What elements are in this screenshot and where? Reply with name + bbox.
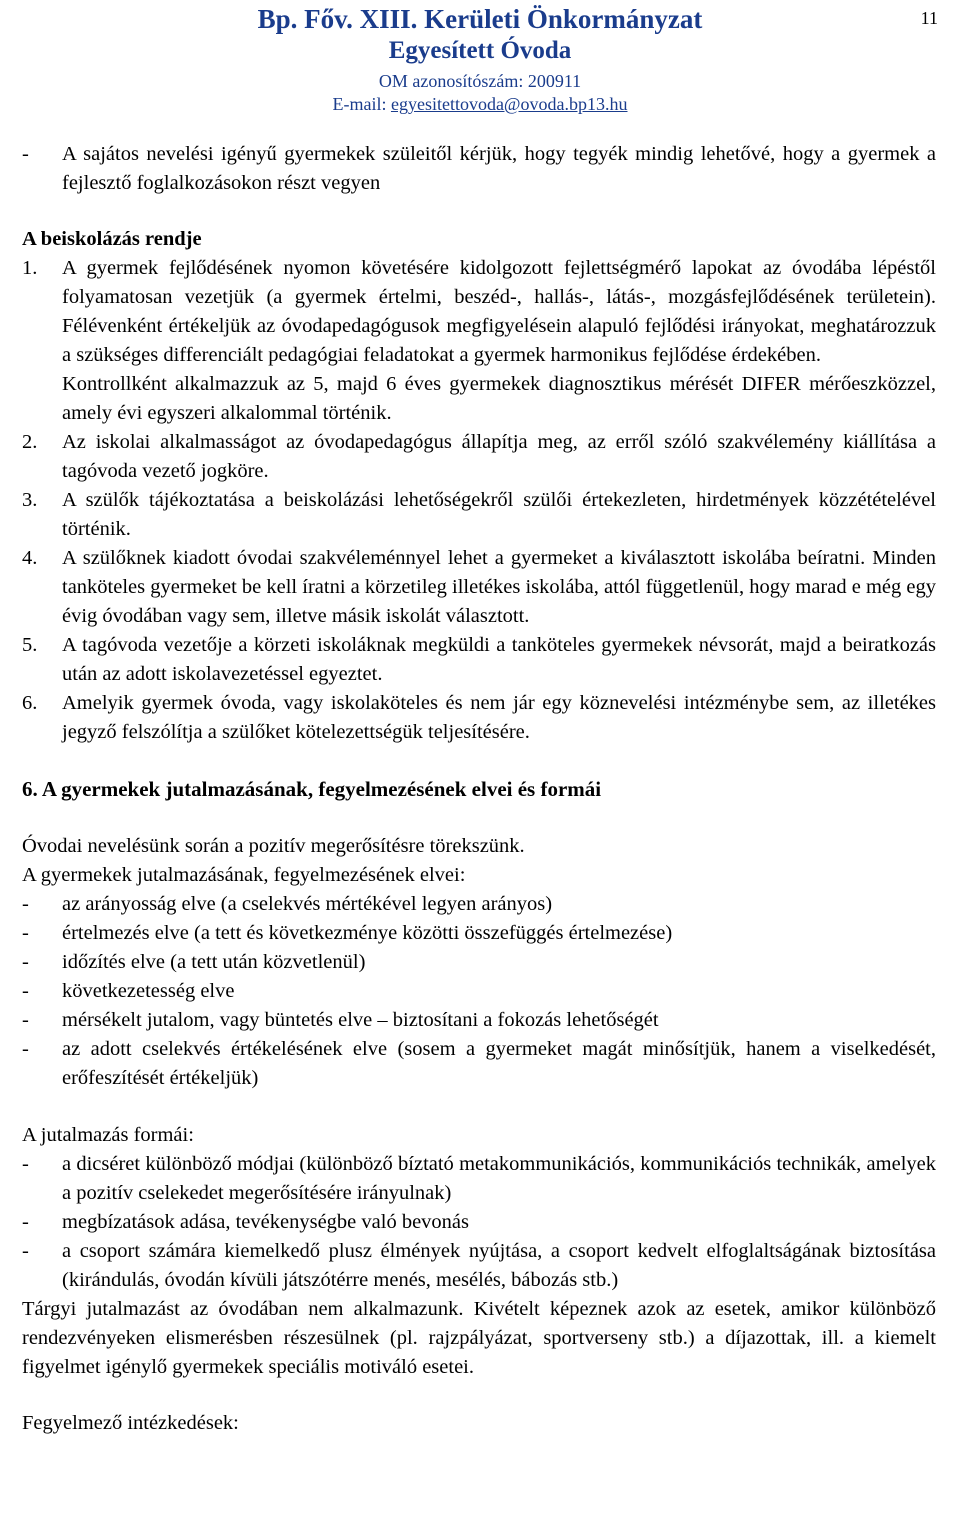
item-number: 6. xyxy=(22,692,38,714)
document-body xyxy=(22,140,936,1438)
item-number: 2. xyxy=(22,431,38,453)
list-item xyxy=(22,140,936,198)
school-item-5 xyxy=(22,631,936,689)
header-email-line xyxy=(0,94,960,115)
principle-text: következetesség elve xyxy=(62,980,235,1002)
item-number: 3. xyxy=(22,489,38,511)
principle-item xyxy=(22,948,936,977)
item-text: A gyermek fejlődésének nyomon követésére kidolgozott fejlettségmérő lapokat az óvodába lépéstől folyamatosan vezetjük (a gyermek értelmi, beszéd-, hallás-, látás-, mozgásfejlődésének területein). Félévenként értékeljük az óvodapedagógusok megfigyelésein alapuló fejlődési irányokat, meghatározzuk a szükséges differenciált pedagógiai feladatokat a gyermek harmonikus fejlődése érdekében. xyxy=(62,257,936,366)
item-text: A tagóvoda vezetője a körzeti iskoláknak megküldi a tanköteles gyermekek névsorát, majd a beiratkozás után az adott iskolavezetéssel egyeztet. xyxy=(62,634,936,685)
dash-bullet: - xyxy=(22,1038,29,1060)
dash-bullet: - xyxy=(22,143,29,165)
header-kindergarten: Egyesített Óvoda xyxy=(388,37,572,64)
principle-text: az arányosság elve (a cselekvés mértékével legyen arányos) xyxy=(62,893,553,915)
school-item-2 xyxy=(22,428,936,486)
reward-item xyxy=(22,1208,936,1237)
school-item-3 xyxy=(22,486,936,544)
dash-bullet: - xyxy=(22,951,29,973)
header-institution: Bp. Főv. XIII. Kerületi Önkormányzat xyxy=(257,4,703,34)
page-number: 11 xyxy=(920,8,938,28)
dash-bullet: - xyxy=(22,893,29,915)
item-number: 1. xyxy=(22,257,38,279)
principle-item xyxy=(22,1035,936,1093)
reward-text: megbízatások adása, tevékenységbe való bevonás xyxy=(62,1211,469,1233)
discipline-title: Fegyelmező intézkedések: xyxy=(22,1412,239,1434)
item-text: Amelyik gyermek óvoda, vagy iskolaköteles és nem jár egy köznevelési intézménybe sem, az illetékes jegyző felszólítja a szülőket kötelezettségük teljesítésére. xyxy=(62,692,936,743)
dash-bullet: - xyxy=(22,1240,29,1262)
header-om-number: OM azonosítószám: 200911 xyxy=(378,71,582,91)
intro-item-text: A sajátos nevelési igényű gyermekek szüleitől kérjük, hogy tegyék mindig lehetővé, hogy a gyermek a fejlesztő foglalkozásokon részt vegyen xyxy=(62,143,936,194)
reward-text: a dicséret különböző módjai (különböző bíztató metakommunikációs, kommunikációs technikák, amelyek a pozitív cselekedet megerősítésére irányulnak) xyxy=(62,1153,936,1204)
section-intro-2: A gyermekek jutalmazásának, fegyelmezésének elvei: xyxy=(22,864,466,886)
section-intro-1: Óvodai nevelésünk során a pozitív megerősítésre törekszünk. xyxy=(22,835,525,857)
material-rewards-paragraph: Tárgyi jutalmazást az óvodában nem alkalmazunk. Kivételt képeznek azok az esetek, amikor különböző rendezvényeken elismerésben részesülnek (pl. rajzpályázat, sportverseny stb.) a díjazottak, ill. a kiemelt figyelmet igénylő gyermekek speciális motiváló esetei. xyxy=(22,1298,936,1378)
school-item-4 xyxy=(22,544,936,631)
principle-item xyxy=(22,890,936,919)
dash-bullet: - xyxy=(22,1009,29,1031)
item-number: 4. xyxy=(22,547,38,569)
item-text: A szülőknek kiadott óvodai szakvéleménnyel lehet a gyermeket a kiválasztott iskolába beíratni. Minden tanköteles gyermeket be kell íratni a körzetileg illetékes iskolába, attól függetlenül, hogy marad e még egy évig óvodában vagy sem, illetve másik iskolát választott. xyxy=(62,547,936,627)
principle-item xyxy=(22,977,936,1006)
item-text: Az iskolai alkalmasságot az óvodapedagógus állapítja meg, az erről szóló szakvélemény kiállítása a tagóvoda vezető jogköre. xyxy=(62,431,936,482)
principle-item xyxy=(22,1006,936,1035)
principle-text: az adott cselekvés értékelésének elve (sosem a gyermeket magát minősítjük, hanem a viselkedését, erőfeszítését értékeljük) xyxy=(62,1038,936,1089)
dash-bullet: - xyxy=(22,922,29,944)
rewards-title: A jutalmazás formái: xyxy=(22,1124,194,1146)
dash-bullet: - xyxy=(22,1211,29,1233)
item-extra-text: Kontrollként alkalmazzuk az 5, majd 6 éves gyermekek diagnosztikus mérését DIFER mérőeszközzel, amely évi egyszeri alkalommal történik. xyxy=(62,373,936,424)
reward-item xyxy=(22,1237,936,1295)
item-number: 5. xyxy=(22,634,38,656)
dash-bullet: - xyxy=(22,1153,29,1175)
school-item-1 xyxy=(22,254,936,428)
dash-bullet: - xyxy=(22,980,29,1002)
item-text: A szülők tájékoztatása a beiskolázási lehetőségekről szülői értekezleten, hirdetmények közzétételével történik. xyxy=(62,489,936,540)
email-link[interactable]: egyesitettovoda@ovoda.bp13.hu xyxy=(390,94,628,114)
principle-text: mérsékelt jutalom, vagy büntetés elve – biztosítani a fokozás lehetőségét xyxy=(62,1009,659,1031)
principle-item xyxy=(22,919,936,948)
section-6-heading: 6. A gyermekek jutalmazásának, fegyelmezésének elvei és formái xyxy=(22,777,602,801)
school-section-title: A beiskolázás rendje xyxy=(22,228,202,250)
reward-text: a csoport számára kiemelkedő plusz élmények nyújtása, a csoport kedvelt elfoglaltságának biztosítása (kirándulás, óvodán kívüli játszótérre menés, mesélés, bábozás stb.) xyxy=(62,1240,936,1291)
principle-text: értelmezés elve (a tett és következménye közötti összefüggés értelmezése) xyxy=(62,922,673,944)
email-label: E-mail: xyxy=(332,94,391,114)
school-item-6 xyxy=(22,689,936,747)
principle-text: időzítés elve (a tett után közvetlenül) xyxy=(62,951,366,973)
reward-item xyxy=(22,1150,936,1208)
